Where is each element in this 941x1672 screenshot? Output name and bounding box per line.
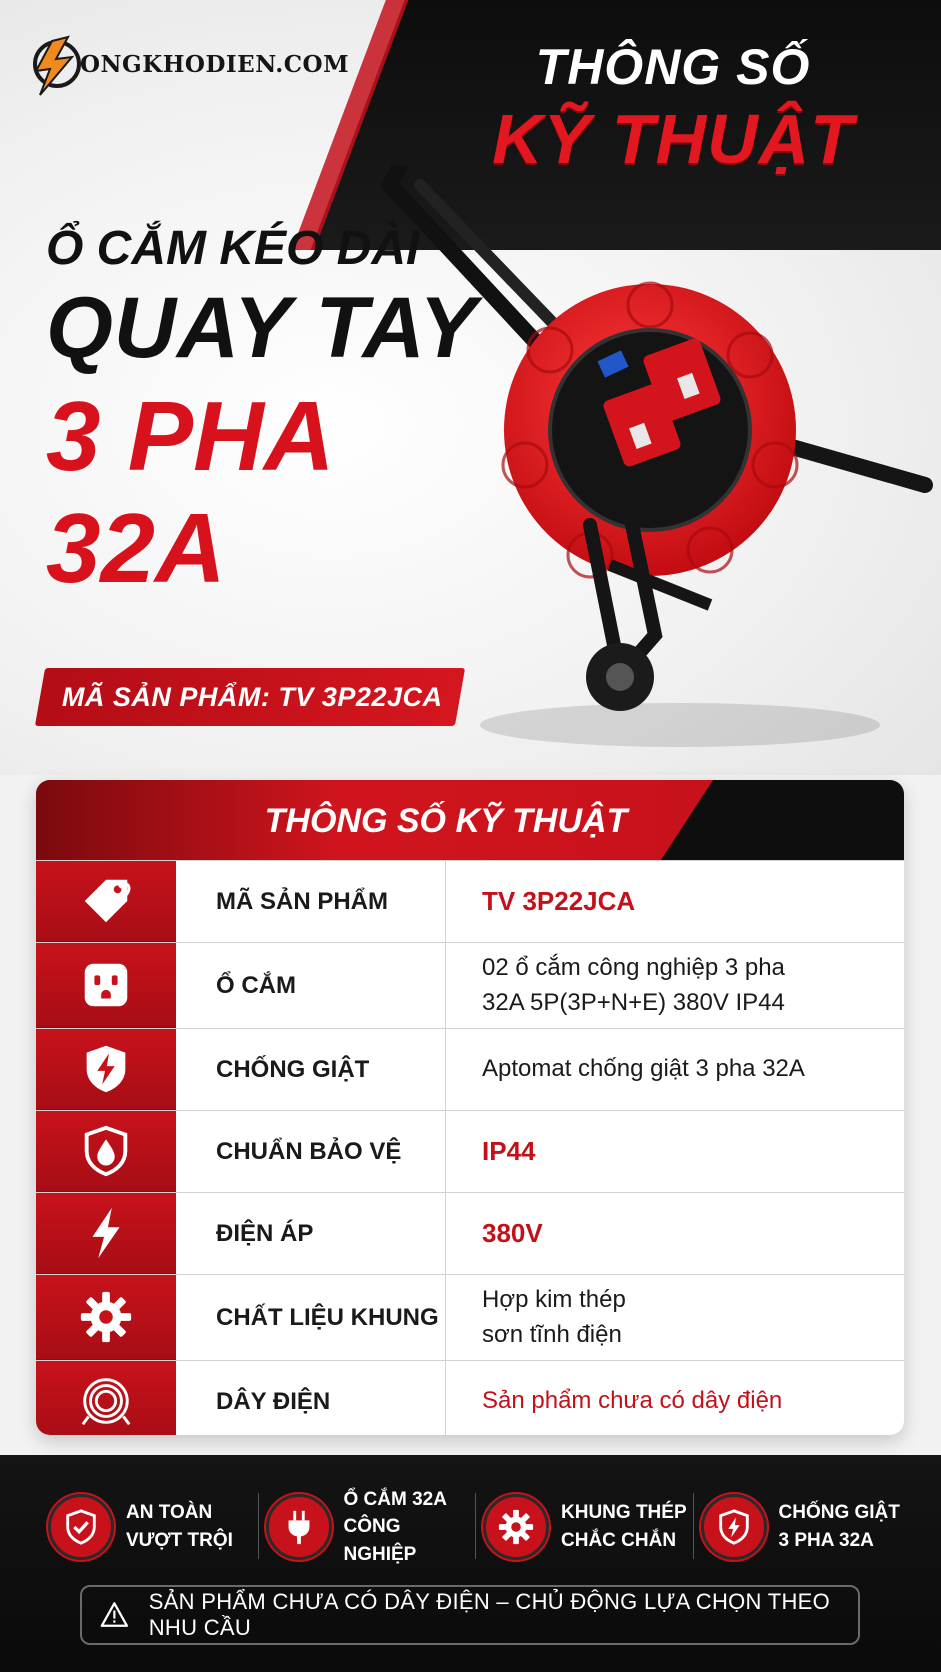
spec-row-label: DÂY ĐIỆN — [176, 1361, 446, 1435]
spec-row-cable — [36, 1360, 904, 1435]
spec-row-value-line: sơn tĩnh điện — [482, 1320, 622, 1348]
spec-row-icon-cell — [36, 1029, 176, 1110]
spec-row-value — [446, 1361, 904, 1435]
shield-bolt-icon — [715, 1508, 753, 1546]
cable-reel-product-image — [380, 165, 941, 765]
spec-row-frame-material — [36, 1274, 904, 1360]
feature-line: KHUNG THÉP — [561, 1502, 687, 1524]
plug-icon — [280, 1508, 318, 1546]
notice-banner — [80, 1585, 860, 1645]
feature-anti-shock — [693, 1487, 911, 1567]
feature-icon-badge — [701, 1494, 767, 1560]
spec-row-product-code — [36, 860, 904, 942]
headline-line1: Ổ CẮM KÉO DÀI — [46, 222, 420, 275]
footer-section — [0, 1455, 941, 1672]
feature-line: CÔNG NGHIỆP — [343, 1516, 417, 1565]
spec-row-label: CHUẨN BẢO VỆ — [176, 1111, 446, 1192]
notice-text: SẢN PHẨM CHƯA CÓ DÂY ĐIỆN – CHỦ ĐỘNG LỰA CHỌN THEO NHU CẦU — [148, 1589, 831, 1640]
spec-row-icon-cell — [36, 1111, 176, 1192]
gear-icon — [77, 1288, 135, 1346]
spec-row-value-line: 32A 5P(3P+N+E) 380V IP44 — [482, 988, 785, 1016]
spec-table-title: THÔNG SỐ KỸ THUẬT — [264, 802, 628, 840]
spec-row-value-line: Hợp kim thép — [482, 1285, 626, 1313]
feature-text — [344, 1486, 476, 1569]
spec-row-value — [446, 1193, 904, 1274]
spec-row-value — [446, 1275, 904, 1360]
spec-row-voltage — [36, 1192, 904, 1274]
feature-line: CHỐNG GIẬT — [778, 1502, 900, 1524]
spec-row-value — [446, 861, 904, 942]
headline-line4: 32A — [46, 493, 226, 603]
feature-icon-badge — [48, 1494, 114, 1560]
feature-safety — [40, 1487, 258, 1567]
feature-line: AN TOÀN — [126, 1502, 213, 1524]
feature-line: VƯỢT TRỘI — [126, 1530, 233, 1551]
spec-row-protection-standard — [36, 1110, 904, 1192]
feature-line: CHẮC CHẮN — [561, 1530, 677, 1551]
feature-icon-badge — [266, 1494, 332, 1560]
spec-row-label: MÃ SẢN PHẨM — [176, 861, 446, 942]
brand-logo[interactable] — [22, 24, 362, 104]
hero-section — [0, 0, 941, 775]
shield-water-drop-icon — [77, 1122, 135, 1180]
spec-row-value-line: 380V — [482, 1217, 543, 1248]
spec-row-value-line: Sản phẩm chưa có dây điện — [482, 1387, 783, 1415]
spec-row-value-line: TV 3P22JCA — [482, 885, 636, 916]
spec-row-icon-cell — [36, 1193, 176, 1274]
spec-row-socket — [36, 942, 904, 1028]
gear-icon — [497, 1508, 535, 1546]
feature-icon-badge — [483, 1494, 549, 1560]
feature-socket — [258, 1487, 476, 1567]
spec-row-value — [446, 1029, 904, 1110]
spec-row-icon-cell — [36, 861, 176, 942]
headline-line2: QUAY TAY — [46, 280, 478, 376]
feature-text — [779, 1499, 900, 1554]
feature-line: Ổ CẮM 32A — [343, 1488, 447, 1510]
price-tag-icon — [77, 872, 135, 930]
spec-row-anti-shock — [36, 1028, 904, 1110]
spec-row-value-line: IP44 — [482, 1135, 536, 1166]
spec-row-label: CHỐNG GIẬT — [176, 1029, 446, 1110]
spec-row-icon-cell — [36, 1275, 176, 1360]
cable-coil-icon — [77, 1372, 135, 1430]
spec-row-label: ĐIỆN ÁP — [176, 1193, 446, 1274]
spec-row-label: CHẤT LIỆU KHUNG — [176, 1275, 446, 1360]
spec-row-icon-cell — [36, 943, 176, 1028]
shield-bolt-icon — [77, 1040, 135, 1098]
feature-line: 3 PHA 32A — [778, 1530, 874, 1551]
header-title-line2: KỸ THUẬT — [492, 100, 854, 178]
headline-line3: 3 PHA — [46, 381, 335, 491]
feature-steel-frame — [475, 1487, 693, 1567]
product-code-text: MÃ SẢN PHẨM: TV 3P22JCA — [62, 681, 443, 712]
spec-table — [36, 780, 904, 1435]
socket-outlet-icon — [77, 956, 135, 1014]
logo-text: ONGKHODIEN.COM — [80, 50, 350, 78]
spec-row-value-line: Aptomat chống giật 3 pha 32A — [482, 1055, 805, 1083]
feature-list — [40, 1487, 910, 1567]
spec-row-value — [446, 1111, 904, 1192]
feature-text — [126, 1499, 233, 1554]
spec-row-label: Ổ CẮM — [176, 943, 446, 1028]
warning-triangle-icon — [100, 1599, 129, 1631]
shield-check-icon — [62, 1508, 100, 1546]
spec-row-value-line: 02 ổ cắm công nghiệp 3 pha — [482, 953, 785, 981]
header-title-line1: THÔNG SỐ — [535, 39, 811, 95]
header-title — [463, 39, 883, 178]
spec-table-header — [36, 780, 904, 860]
lightning-bolt-icon — [77, 1204, 135, 1262]
feature-text — [561, 1499, 687, 1554]
spec-row-icon-cell — [36, 1361, 176, 1435]
spec-row-value — [446, 943, 904, 1028]
